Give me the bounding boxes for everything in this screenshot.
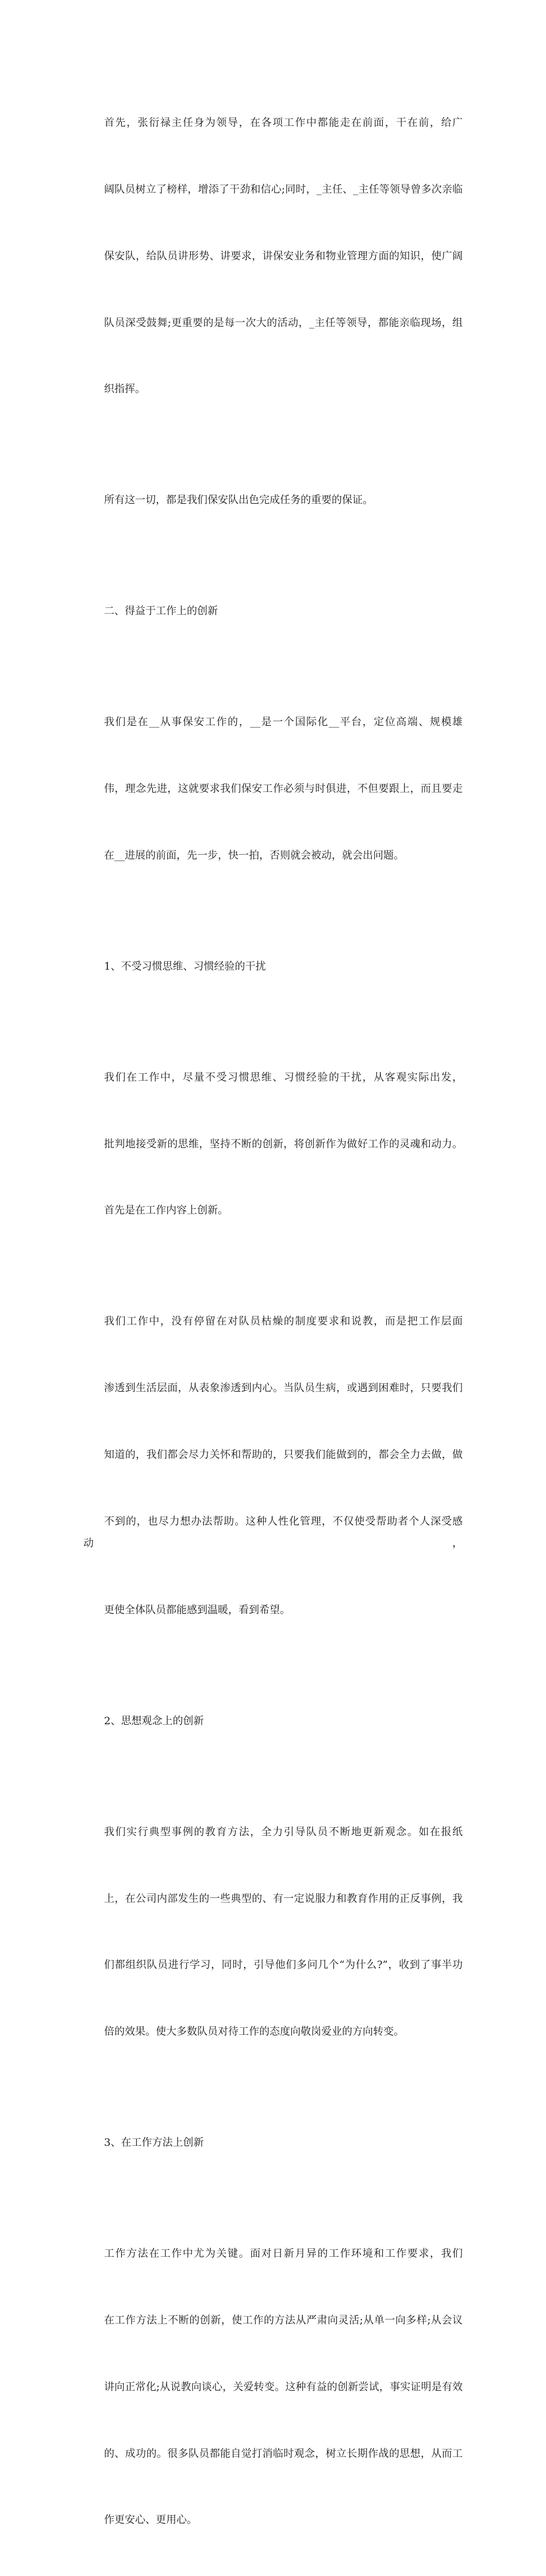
paragraph-2	[83, 445, 463, 556]
text-line: 织指挥。	[104, 383, 145, 396]
text-line: 知道的，我们都会尽力关怀和帮助的，只要我们能做到的，都会全力去做，做	[104, 1448, 463, 1461]
text-line: 工作方法在工作中尤为关键。面对日新月异的工作环境和工作要求，我们	[104, 2248, 463, 2260]
text-line: 作更安心、更用心。	[104, 2514, 197, 2527]
paragraph-7	[83, 2199, 463, 2576]
paragraph-5	[83, 1266, 463, 1666]
text-line: 讲向正常化;从说教向谈心，关爱转变。这种有益的创新尝试，事实证明是有效	[104, 2380, 463, 2393]
document-page	[83, 68, 463, 2576]
text-line: 我们实行典型事例的教育方法，全力引导队员不断地更新观念。如在报纸	[104, 1825, 463, 1838]
text-line: 倍的效果。使大多数队员对待工作的态度向敬岗爱业的方向转变。	[104, 2026, 404, 2038]
paragraph-3	[83, 667, 463, 912]
text-line: 首先是在工作内容上创新。	[104, 1204, 228, 1217]
heading-text: 二、得益于工作上的创新	[104, 605, 218, 618]
text-line: 阔队员树立了榜样，增添了干劲和信心;同时，_主任、_主任等领导曾多次亲临	[104, 183, 463, 196]
text-line: 上，在公司内部发生的一些典型的、有一定说服力和教育作用的正反事例，我	[104, 1892, 463, 1905]
text-line: 的、成功的。很多队员都能自觉打消临时观念，树立长期作战的思想，从而工	[104, 2447, 463, 2460]
heading-text: 1、不受习惯思维、习惯经验的干扰	[104, 960, 266, 973]
subheading-1	[83, 912, 463, 1023]
text-line: 我们在工作中，尽量不受习惯思维、习惯经验的干扰，从客观实际出发，	[104, 1071, 463, 1084]
paragraph-1	[83, 68, 463, 445]
text-line: 我们工作中，没有停留在对队员枯燥的制度要求和说教，而是把工作层面	[104, 1315, 463, 1328]
paragraph-6	[83, 1777, 463, 2088]
text-line: 批判地接受新的思维，坚持不断的创新，将创新作为做好工作的灵魂和动力。	[104, 1138, 463, 1150]
subheading-3	[83, 2088, 463, 2199]
text-line: 我们是在__从事保安工作的，__是一个国际化__平台，定位高端、规模雄	[104, 716, 463, 729]
text-line: 更使全体队员都能感到温暖，看到希望。	[104, 1603, 290, 1616]
text-line: 在工作方法上不断的创新，使工作的方法从严肃向灵活;从单一向多样;从会议	[104, 2314, 463, 2326]
section-heading-innovation	[83, 556, 463, 667]
text-line: 渗透到生活层面，从表象渗透到内心。当队员生病，或遇到困难时，只要我们	[104, 1382, 463, 1395]
text-line: 伟，理念先进，这就要求我们保安工作必须与时俱进，不但要跟上，而且要走	[104, 783, 463, 795]
paragraph-4	[83, 1023, 463, 1267]
text-line: 不到的，也尽力想办法帮助。这种人性化管理，不仅使受帮助者个人深受感动，	[83, 1515, 463, 1550]
text-line: 首先，张衍禄主任身为领导，在各项工作中都能走在前面，干在前，给广	[104, 117, 463, 129]
text-line: 所有这一切，都是我们保安队出色完成任务的重要的保证。	[104, 494, 373, 507]
text-line: 队员深受鼓舞;更重要的是每一次大的活动，_主任等领导，都能亲临现场，组	[104, 316, 463, 329]
text-line: 保安队，给队员讲形势、讲要求，讲保安业务和物业管理方面的知识，使广阔	[104, 250, 463, 262]
heading-text: 3、在工作方法上创新	[104, 2137, 204, 2149]
text-line: 们都组织队员进行学习，同时，引导他们多问几个“为什么?”，收到了事半功	[104, 1959, 463, 1972]
text-line: 在__进展的前面，先一步，快一拍，否则就会被动，就会出问题。	[104, 849, 404, 862]
subheading-2	[83, 1666, 463, 1777]
heading-text: 2、思想观念上的创新	[104, 1714, 204, 1727]
